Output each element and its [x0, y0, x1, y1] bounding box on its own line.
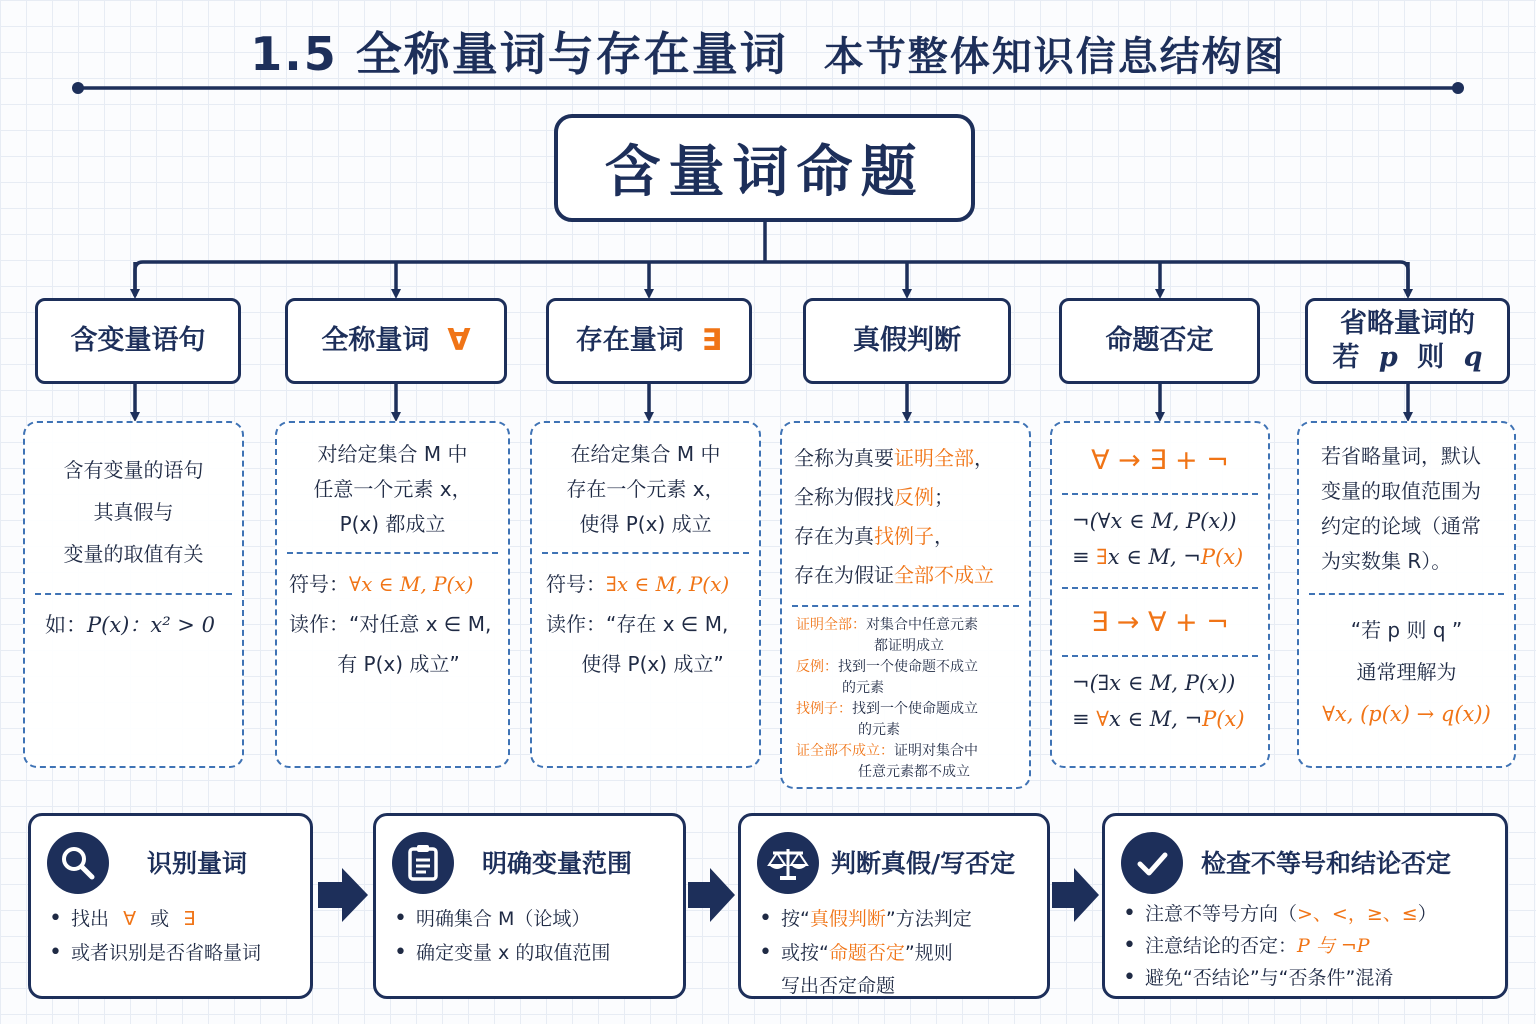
- card-existential-quantifier: [530, 421, 761, 768]
- card-omitted-quantifier: [1297, 421, 1516, 768]
- card-line: 使得 P(x) 成立: [579, 512, 712, 536]
- step-arrow-2: [688, 868, 735, 922]
- step-bullet: • 明确集合 M（论域）: [394, 902, 673, 936]
- step-arrow-3: [1052, 868, 1099, 922]
- step-bullet: [759, 902, 1037, 936]
- var-q: q: [1463, 342, 1483, 373]
- negation-formula: ¬(∀x ∈ M, P(x)): [1072, 509, 1237, 533]
- rule-text: 存在为真: [794, 524, 874, 548]
- rule-line: [794, 517, 1029, 556]
- rule-key: 反例: [894, 485, 934, 509]
- card-line: P(x) 都成立: [339, 512, 446, 536]
- bullet-text: ”规则: [904, 942, 953, 964]
- category-label: 含变量语句: [70, 325, 206, 356]
- category-label: 存在量词: [575, 325, 684, 356]
- card-line: 对给定集合 M 中: [317, 442, 468, 466]
- branch-bar: [135, 262, 1408, 296]
- note-key: 证明全部：: [796, 617, 866, 633]
- title-main: 1.5 全称量词与存在量词: [250, 27, 788, 81]
- step-title: 识别量词: [147, 849, 248, 878]
- negation-rule: ∀ → ∃ + ¬: [1091, 445, 1229, 476]
- symbol-label: 符号：: [289, 572, 349, 596]
- negation-rule: ∃ → ∀ + ¬: [1091, 607, 1229, 638]
- page-title: [0, 18, 1536, 84]
- bullet-text: 或: [150, 908, 170, 930]
- rule-punct: ，: [974, 446, 994, 470]
- card-line: 若省略量词，默认: [1321, 444, 1481, 468]
- card-line: 通常理解为: [1356, 660, 1457, 684]
- card-line: 存在一个元素 x，: [566, 477, 725, 501]
- step-identify-quantifier: [28, 813, 313, 999]
- bullet-text: 注意不等号方向（: [1145, 903, 1298, 925]
- step-title: 检查不等号和结论否定: [1201, 849, 1452, 878]
- reading-line: 读作：“对任意 x ∈ M,: [289, 612, 492, 636]
- step-variable-range: [373, 813, 686, 999]
- negation-result: [1072, 701, 1268, 737]
- bullet-key: 真假判断: [809, 908, 886, 930]
- exists-symbol: ∃: [701, 323, 723, 358]
- bullet-text: ”方法判定: [885, 908, 972, 930]
- forall-symbol: ∀: [447, 323, 471, 358]
- word-then: 则: [1417, 342, 1445, 373]
- bullet-text: 注意结论的否定：: [1145, 935, 1298, 957]
- category-label: 全称量词: [321, 325, 430, 356]
- example-formula: P(x)：x² > 0: [87, 613, 215, 637]
- bullet-key: >、<，≥、≤: [1297, 903, 1418, 925]
- example-label: 如：: [45, 613, 87, 637]
- rule-key: 找例子: [874, 524, 934, 548]
- category-existential-quantifier: [546, 298, 752, 384]
- rule-punct: ；: [934, 485, 954, 509]
- reading-line: 有 P(x) 成立”: [337, 652, 460, 676]
- bullet-key: 命题否定: [828, 942, 905, 964]
- bullet-text: ）: [1417, 903, 1437, 925]
- check-icon: [1121, 832, 1183, 894]
- formula-part: x ∈ M, ¬: [1108, 707, 1203, 731]
- rule-text: 全称为真要: [794, 446, 894, 470]
- rule-line: [794, 439, 1029, 478]
- card-line: 为实数集 R）。: [1321, 549, 1452, 573]
- rule-text: 全称为假找: [794, 485, 894, 509]
- quantifier: ∀: [1096, 707, 1109, 731]
- existential-symbol-formula: ∃x ∈ M, P(x): [606, 572, 730, 596]
- step-bullet-continued: 写出否定命题: [781, 975, 896, 997]
- equiv-sign: ≡: [1072, 707, 1090, 731]
- card-line: 含有变量的语句: [63, 458, 204, 482]
- card-line: 任意一个元素 x，: [313, 477, 472, 501]
- card-line: 变量的取值有关: [63, 542, 204, 566]
- title-sub: 本节整体知识信息结构图: [823, 34, 1286, 80]
- note-text: 对集合中任意元素: [866, 617, 978, 633]
- step-bullet: • 确定变量 x 的取值范围: [394, 936, 673, 970]
- bullet-text: 或按“: [781, 942, 829, 964]
- card-universal-quantifier: [275, 421, 510, 768]
- note-key: 证全部不成立：: [796, 743, 894, 759]
- rule-punct: ，: [934, 524, 954, 548]
- bullet-key: P 与 ¬P: [1297, 935, 1370, 957]
- card-line: 变量的取值范围为: [1321, 479, 1481, 503]
- note-text: 都证明成立: [874, 638, 944, 654]
- reading-line: 读作：“存在 x ∈ M,: [546, 612, 729, 636]
- category-label: 省略量词的: [1340, 308, 1475, 339]
- note-key: 找例子：: [796, 701, 852, 717]
- category-omitted-quantifier: [1305, 298, 1510, 384]
- category-label: 真假判断: [853, 325, 961, 356]
- rule-text: 存在为假证: [794, 563, 894, 587]
- search-icon: [47, 832, 109, 894]
- step-judge-negate: [738, 813, 1050, 999]
- universal-symbol-formula: ∀x ∈ M, P(x): [349, 572, 474, 596]
- rule-key: 全部不成立: [894, 563, 994, 587]
- rule-line: [794, 478, 1029, 517]
- note-text: 证明对集合中: [894, 743, 978, 759]
- step-title: 明确变量范围: [482, 849, 633, 878]
- card-negation: [1050, 421, 1270, 768]
- card-line: 约定的论域（通常: [1321, 514, 1481, 538]
- negation-formula: ¬(∃x ∈ M, P(x)): [1072, 671, 1236, 695]
- exists-symbol: ∃: [183, 908, 196, 930]
- negation-result: [1072, 539, 1268, 575]
- step-bullet: • 或者识别是否省略量词: [49, 936, 300, 970]
- quantifier: ∃: [1096, 545, 1108, 569]
- step-arrow-1: [318, 868, 368, 922]
- note-key: 反例：: [796, 659, 838, 675]
- symbol-label: 符号：: [546, 572, 606, 596]
- category-truth-judgment: [803, 298, 1011, 384]
- card-line: 在给定集合 M 中: [570, 442, 721, 466]
- step-bullet: [49, 902, 300, 936]
- note-text: 找到一个使命题成立: [852, 701, 978, 717]
- forall-symbol: ∀: [123, 908, 137, 930]
- bullet-text: 找出: [71, 908, 110, 930]
- formula-part: x ∈ M, ¬: [1107, 545, 1201, 569]
- category-label-line2: [1333, 341, 1483, 375]
- category-label: 命题否定: [1105, 325, 1214, 356]
- step-check-inequality: [1102, 813, 1508, 999]
- equiv-sign: ≡: [1072, 545, 1090, 569]
- rule-line: [794, 556, 1029, 595]
- step-title: 判断真假/写否定: [831, 849, 1016, 878]
- reading-line: 使得 P(x) 成立”: [581, 652, 724, 676]
- rule-key: 证明全部: [894, 446, 974, 470]
- implication-formula: ∀x, (p(x) → q(x)): [1322, 702, 1491, 726]
- card-truth-judgment: [780, 421, 1031, 789]
- note-text: 任意元素都不成立: [858, 764, 970, 780]
- step-bullet: [1123, 898, 1495, 930]
- step-bullet: [759, 936, 1037, 970]
- step-bullet: • 避免“否结论”与“否条件”混淆: [1123, 962, 1495, 994]
- note-text: 的元素: [842, 680, 884, 696]
- formula-part: P(x): [1200, 545, 1244, 569]
- card-line: 其真假与: [93, 500, 174, 524]
- root-node: 含量词命题: [554, 114, 975, 222]
- note-text: 找到一个使命题不成立: [838, 659, 978, 675]
- bullet-text: 按“: [781, 908, 810, 930]
- category-variable-statement: [35, 298, 241, 384]
- clipboard-icon: [392, 832, 454, 894]
- formula-part: P(x): [1202, 707, 1245, 731]
- card-variable-statement: [23, 421, 244, 768]
- example-line: [25, 595, 242, 639]
- category-universal-quantifier: [285, 298, 507, 384]
- scale-icon: [757, 832, 819, 894]
- var-p: p: [1378, 342, 1398, 373]
- word-if: 若: [1332, 342, 1360, 373]
- category-negation: [1059, 298, 1260, 384]
- note-text: 的元素: [858, 722, 900, 738]
- card-line: “若 p 则 q ”: [1350, 618, 1463, 642]
- step-bullet: [1123, 930, 1495, 962]
